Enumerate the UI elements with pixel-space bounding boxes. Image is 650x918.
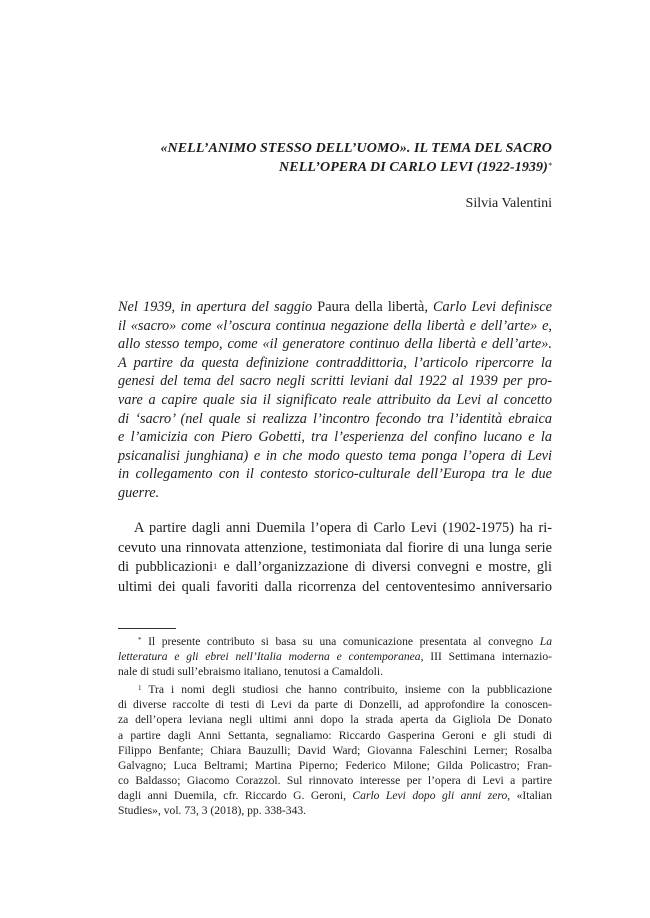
footnote-line: co Baldasso; Giacomo Corazzol. Sul rinnovato interesse per l’opera di Levi a partire — [118, 773, 552, 787]
footnote-text: , «Italian — [507, 788, 553, 802]
footnote-line: di diverse raccolte di testi di Levi da parte di Donzelli, ad approfondire la conoscen- — [118, 698, 552, 712]
footnote-text: , III Settimana internazio- — [420, 650, 552, 664]
footnote-line: Studies», vol. 73, 3 (2018), pp. 338-343. — [118, 804, 307, 818]
body-line — [118, 558, 552, 578]
footnote-text: Tra i nomi degli studiosi che hanno contribuito, insieme con la pubblicazione — [141, 683, 552, 697]
author-name: Silvia Valentini — [465, 196, 552, 211]
conference-title: letteratura e gli ebrei nell’Italia moderna e contemporanea — [118, 650, 421, 664]
abstract-line: genesi del tema del sacro negli scritti leviani dal 1922 al 1939 per pro- — [118, 373, 552, 390]
abstract-line: psicanalisi junghiana) e in che modo questo tema ponga l’opera di Levi — [118, 447, 552, 464]
abstract-line — [118, 298, 552, 317]
abstract — [118, 298, 552, 503]
title-line-2 — [100, 158, 552, 177]
abstract-text: , Carlo Levi definisce — [424, 299, 552, 315]
abstract-line: allo stesso tempo, come «il generatore continuo della libertà e dell’arte». — [118, 336, 552, 353]
abstract-line: A partire da questa definizione contraddittoria, l’articolo ripercorre la — [118, 354, 552, 371]
title-line-2-text: NELL’OPERA DI CARLO LEVI (1922-1939) — [279, 160, 548, 175]
cited-article-title: Carlo Levi dopo gli anni zero — [352, 788, 508, 802]
body-text: e dall’organizzazione di diversi convegni e mostre, gli — [217, 559, 553, 575]
body-text: di pubblicazioni — [118, 559, 214, 575]
footnote-ref-1[interactable]: 1 — [213, 562, 218, 571]
footnote-mark-star: * — [138, 636, 142, 644]
conference-title: La — [539, 635, 552, 648]
footnote-line: Galvagno; Luca Beltrami; Martina Piperno; Federico Milone; Gilda Policastro; Fran- — [118, 758, 552, 772]
article-title — [100, 139, 552, 177]
footnotes — [118, 634, 552, 818]
abstract-text: Nel 1939, in apertura del saggio — [118, 299, 318, 315]
book-title-word: della libertà — [354, 299, 425, 315]
footnote-line: a partire dagli Anni Settanta, segnaliamo: Riccardo Gasperina Geroni e gli studi di — [118, 728, 552, 742]
body-line: ultimi dei quali favoriti dalla ricorrenza del centoventesimo anniversario — [118, 578, 552, 595]
footnote-line — [118, 682, 552, 697]
footnote-text: Il presente contributo si basa su una comunicazione presentata al convegno — [141, 635, 540, 648]
body-paragraph — [118, 519, 552, 597]
footnote-line — [118, 634, 552, 649]
abstract-line: in collegamento con il contesto storico-culturale dell’Europa tra le due — [118, 466, 552, 483]
footnote-line: nale di studi sull’ebraismo italiano, tenutosi a Camaldoli. — [118, 665, 383, 679]
footnote-separator — [118, 628, 176, 629]
title-line-1: «NELL’ANIMO STESSO DELL’UOMO». IL TEMA DEL SACRO — [160, 141, 552, 156]
abstract-line: il «sacro» come «l’oscura continua negazione della libertà e dell’arte» e, — [118, 317, 552, 334]
footnote-line: Filippo Benfante; Chiara Bauzulli; David Ward; Giovanna Faleschini Lerner; Rosalba — [118, 743, 552, 757]
abstract-line: vare a capire quale sia il significato reale attribuito da Levi al concetto — [118, 391, 552, 408]
footnote-line — [118, 649, 552, 664]
footnote-line — [118, 788, 552, 803]
book-title-word: Paura — [317, 299, 350, 315]
footnote-text: dagli anni Duemila, cfr. Riccardo G. Geroni, — [118, 788, 353, 802]
title-footnote-mark: * — [547, 161, 552, 170]
abstract-line: di ‘sacro’ (nel quale si realizza l’incontro fecondo tra l’identità ebraica — [118, 410, 552, 427]
abstract-line: e l’amicizia con Piero Gobetti, tra l’esperienza del confino lucano e la — [118, 429, 552, 446]
body-line: A partire dagli anni Duemila l’opera di Carlo Levi (1902-1975) ha ri- — [134, 520, 552, 536]
footnote-mark-1: 1 — [138, 684, 142, 693]
footnote-line: za dell’opera leviana negli ultimi anni dopo la strada aperta da Gigliola De Donato — [118, 713, 552, 727]
abstract-line: guerre. — [118, 484, 160, 501]
body-line: cevuto una rinnovata attenzione, testimoniata dal fiorire di una lunga serie — [118, 539, 552, 556]
